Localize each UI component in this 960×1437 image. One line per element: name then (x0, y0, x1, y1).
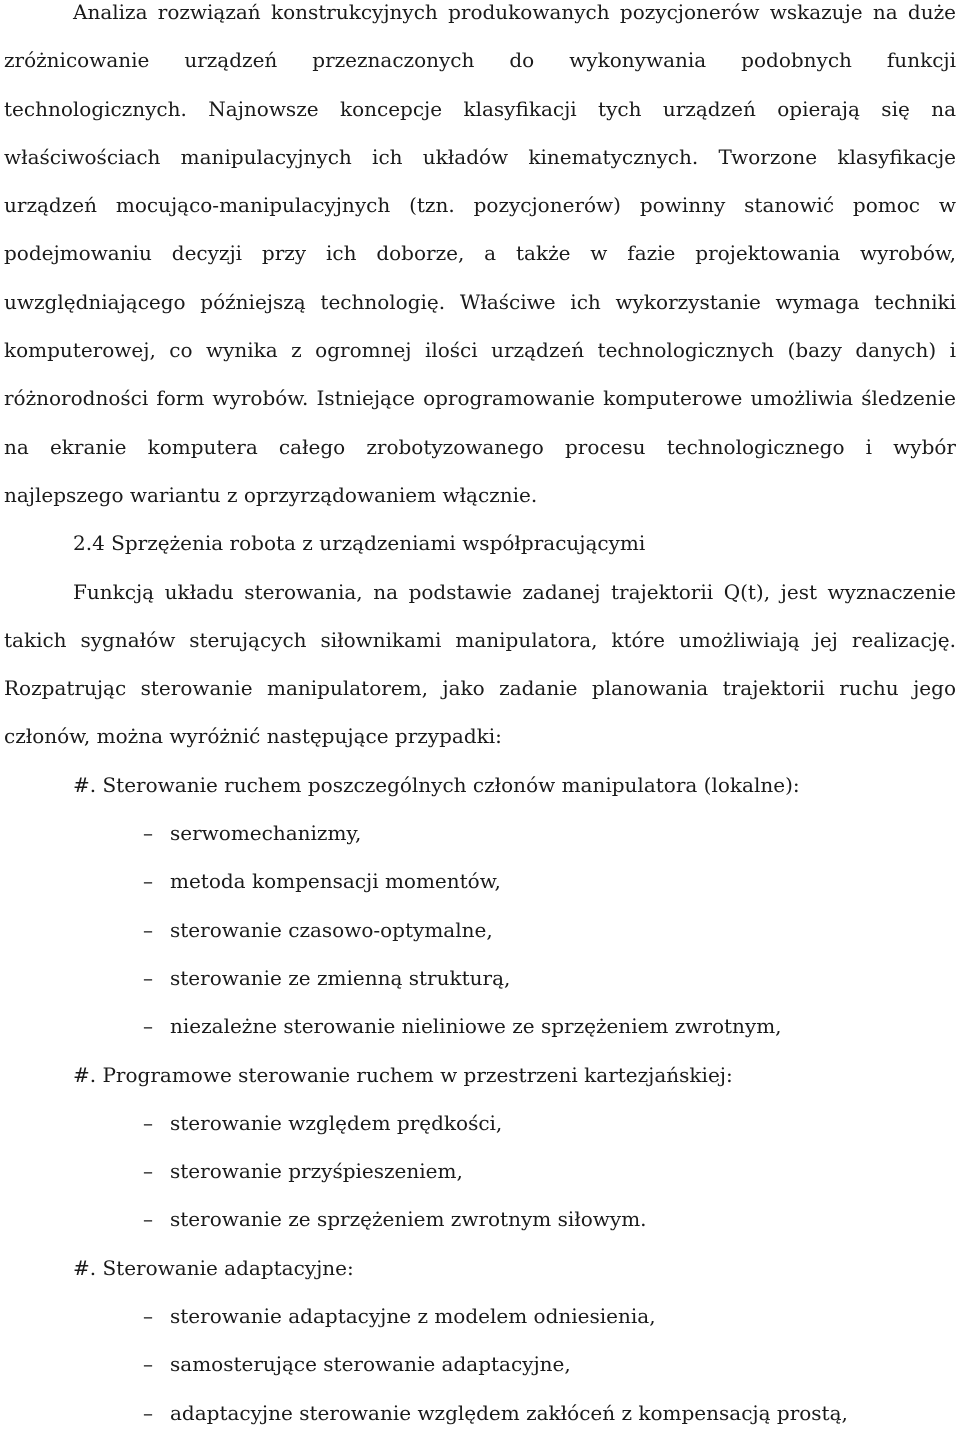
list-item (4, 857, 956, 905)
list-adaptive-control (4, 1292, 956, 1437)
section-heading: 2.4 Sprzężenia robota z urządzeniami współpracującymi (73, 531, 646, 556)
list-item (4, 954, 956, 1002)
list-item (4, 1147, 956, 1195)
intro-paragraph: Analiza rozwiązań konstrukcyjnych produkowanych pozycjonerów wskazuje na duże zróżnicowanie urządzeń przeznaczonych do wykonywania podobnych funkcji technologicznych. Najnowsze koncepcje klasyfikacji tych urządzeń opierają się na właściwościach manipulacyjnych ich układów kinematycznych. Tworzone klasyfikacje urządzeń mocująco-manipulacyjnych (tzn. pozycjonerów) powinny stanowić pomoc w podejmowaniu decyzji przy ich doborze, a także w fazie projektowania wyrobów, uwzględniającego późniejszą technologię. Właściwe ich wykorzystanie wymaga techniki komputerowej, co wynika z ogromnej ilości urządzeń technologicznych (bazy danych) i różnorodności form wyrobów. Istniejące oprogramowanie komputerowe umożliwia śledzenie na ekranie komputera całego zrobotyzowanego procesu technologicznego i wybór najlepszego wariantu z oprzyrządowaniem włącznie. (4, 0, 956, 507)
list-item-label: metoda kompensacji momentów, (170, 869, 501, 894)
dash-bullet: – (143, 965, 153, 990)
dash-bullet: – (143, 917, 153, 942)
list-item-label: sterowanie względem prędkości, (170, 1110, 503, 1135)
dash-bullet: – (143, 1159, 153, 1184)
list-item-label: sterowanie ze zmienną strukturą, (170, 965, 511, 990)
list-item (4, 1002, 956, 1050)
group-title-cartesian-control: #. Programowe sterowanie ruchem w przestrzeni kartezjańskiej: (73, 1062, 733, 1087)
list-item-label: sterowanie ze sprzężeniem zwrotnym siłowym. (170, 1207, 647, 1232)
list-item-label: adaptacyjne sterowanie względem zakłóceń z kompensacją prostą, (170, 1400, 848, 1425)
group-title-local-control: #. Sterowanie ruchem poszczególnych członów manipulatora (lokalne): (73, 772, 800, 797)
list-item-label: sterowanie przyśpieszeniem, (170, 1159, 463, 1184)
dash-bullet: – (143, 1014, 153, 1039)
list-item (4, 1099, 956, 1147)
dash-bullet: – (143, 1304, 153, 1329)
dash-bullet: – (143, 1207, 153, 1232)
dash-bullet: – (143, 821, 153, 846)
list-item (4, 1195, 956, 1243)
list-item (4, 906, 956, 954)
list-item-label: sterowanie czasowo-optymalne, (170, 917, 493, 942)
dash-bullet: – (143, 869, 153, 894)
list-item-label: sterowanie adaptacyjne z modelem odniesienia, (170, 1304, 656, 1329)
document-page (4, 0, 956, 1437)
list-item (4, 1340, 956, 1388)
list-item-label: niezależne sterowanie nieliniowe ze sprzężeniem zwrotnym, (170, 1014, 782, 1039)
list-cartesian-control (4, 1099, 956, 1244)
dash-bullet: – (143, 1110, 153, 1135)
list-item (4, 809, 956, 857)
list-item-label: serwomechanizmy, (170, 821, 362, 846)
list-local-control (4, 809, 956, 1050)
list-item (4, 1389, 956, 1437)
control-paragraph: Funkcją układu sterowania, na podstawie zadanej trajektorii Q(t), jest wyznaczenie takich sygnałów sterujących siłownikami manipulatora, które umożliwiają jej realizację. Rozpatrując sterowanie manipulatorem, jako zadanie planowania trajektorii ruchu jego członów, można wyróżnić następujące przypadki: (4, 579, 956, 749)
list-item (4, 1292, 956, 1340)
dash-bullet: – (143, 1352, 153, 1377)
dash-bullet: – (143, 1400, 153, 1425)
group-title-adaptive-control: #. Sterowanie adaptacyjne: (73, 1255, 354, 1280)
list-item-label: samosterujące sterowanie adaptacyjne, (170, 1352, 571, 1377)
